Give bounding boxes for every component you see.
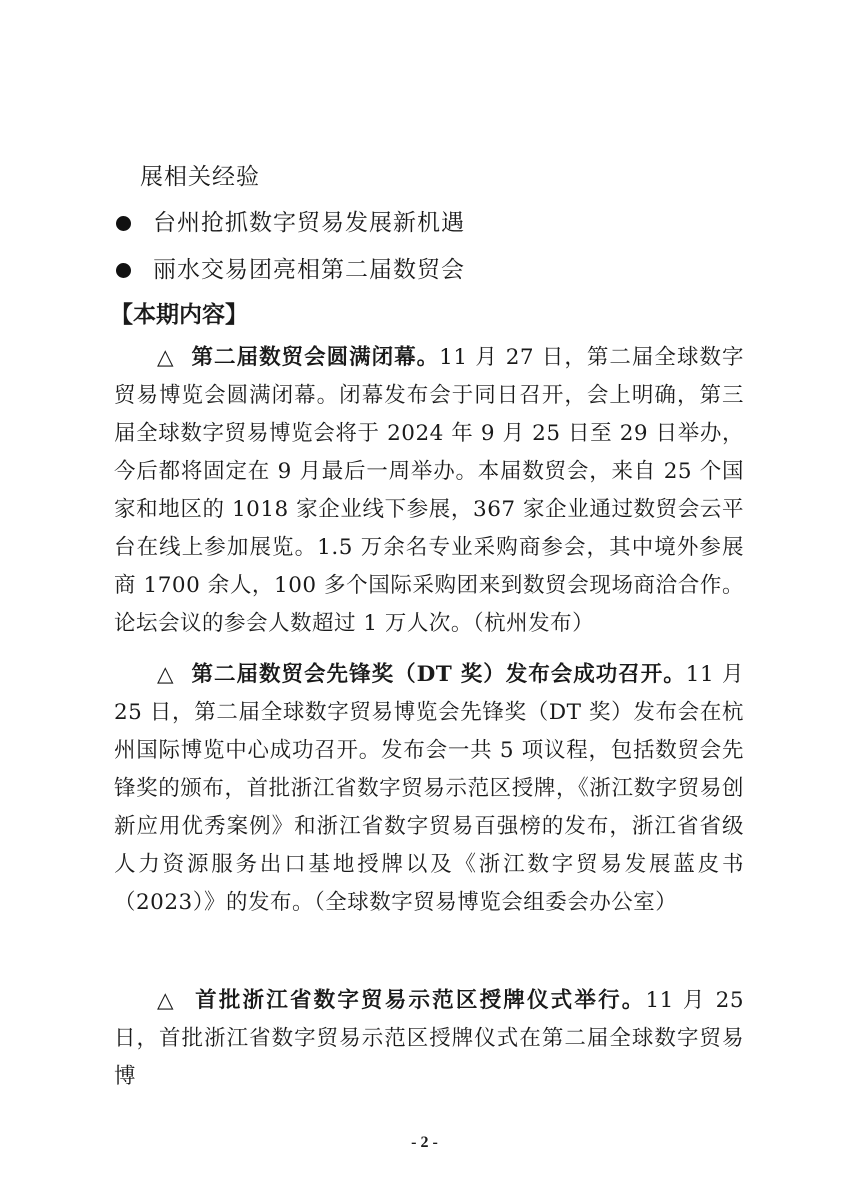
news-item <box>114 339 744 643</box>
news-item <box>114 656 744 922</box>
page-number: - 2 - <box>411 1134 438 1151</box>
section-title: 【本期内容】 <box>110 302 248 328</box>
news-item <box>114 982 744 1096</box>
news-body: 11 月 25 日，第二届全球数字贸易博览会先锋奖（DT 奖）发布会在杭州国际博览中心成功召开。发布会一共 5 项议程，包括数贸会先锋奖的颁布，首批浙江省数字贸易示范区授牌，《浙江数字贸易创新应用优秀案例》和浙江省数字贸易百强榜的发布，浙江省省级人力资源服务出口基地授牌以及《浙江数字贸易发展蓝皮书（2023）》的发布。（全球数字贸易博览会组委会办公室） <box>114 662 744 915</box>
triangle-marker-icon: △ <box>157 345 175 370</box>
bullet-text: 丽水交易团亮相第二届数贸会 <box>153 257 465 283</box>
bullet-dot-icon <box>116 263 131 278</box>
news-headline: 第二届数贸会先锋奖（DT 奖）发布会成功召开。 <box>191 662 686 687</box>
triangle-marker-icon: △ <box>157 662 175 687</box>
news-headline: 首批浙江省数字贸易示范区授牌仪式举行。 <box>195 988 646 1013</box>
bullet-item <box>116 208 465 238</box>
news-headline: 第二届数贸会圆满闭幕。 <box>191 345 440 370</box>
news-body: 11 月 27 日，第二届全球数字贸易博览会圆满闭幕。闭幕发布会于同日召开，会上明确，第三届全球数字贸易博览会将于 2024 年 9 月 25 日至 29 日举办，今后都将固定在 9 月最后一周举办。本届数贸会，来自 25 个国家和地区的 1018 家企业线下参展，367 家企业通过数贸会云平台在线上参加展览。1.5 万余名专业采购商参会，其中境外参展商 1700 余人，100 多个国际采购团来到数贸会现场商洽合作。论坛会议的参会人数超过 1 万人次。（杭州发布） <box>114 345 744 636</box>
continuation-text: 展相关经验 <box>140 164 260 190</box>
bullet-dot-icon <box>116 216 131 231</box>
news-body: 11 月 25 日，首批浙江省数字贸易示范区授牌仪式在第二届全球数字贸易博 <box>114 988 744 1089</box>
triangle-marker-icon: △ <box>157 988 176 1013</box>
bullet-item <box>116 255 465 285</box>
bullet-text: 台州抢抓数字贸易发展新机遇 <box>153 210 465 236</box>
